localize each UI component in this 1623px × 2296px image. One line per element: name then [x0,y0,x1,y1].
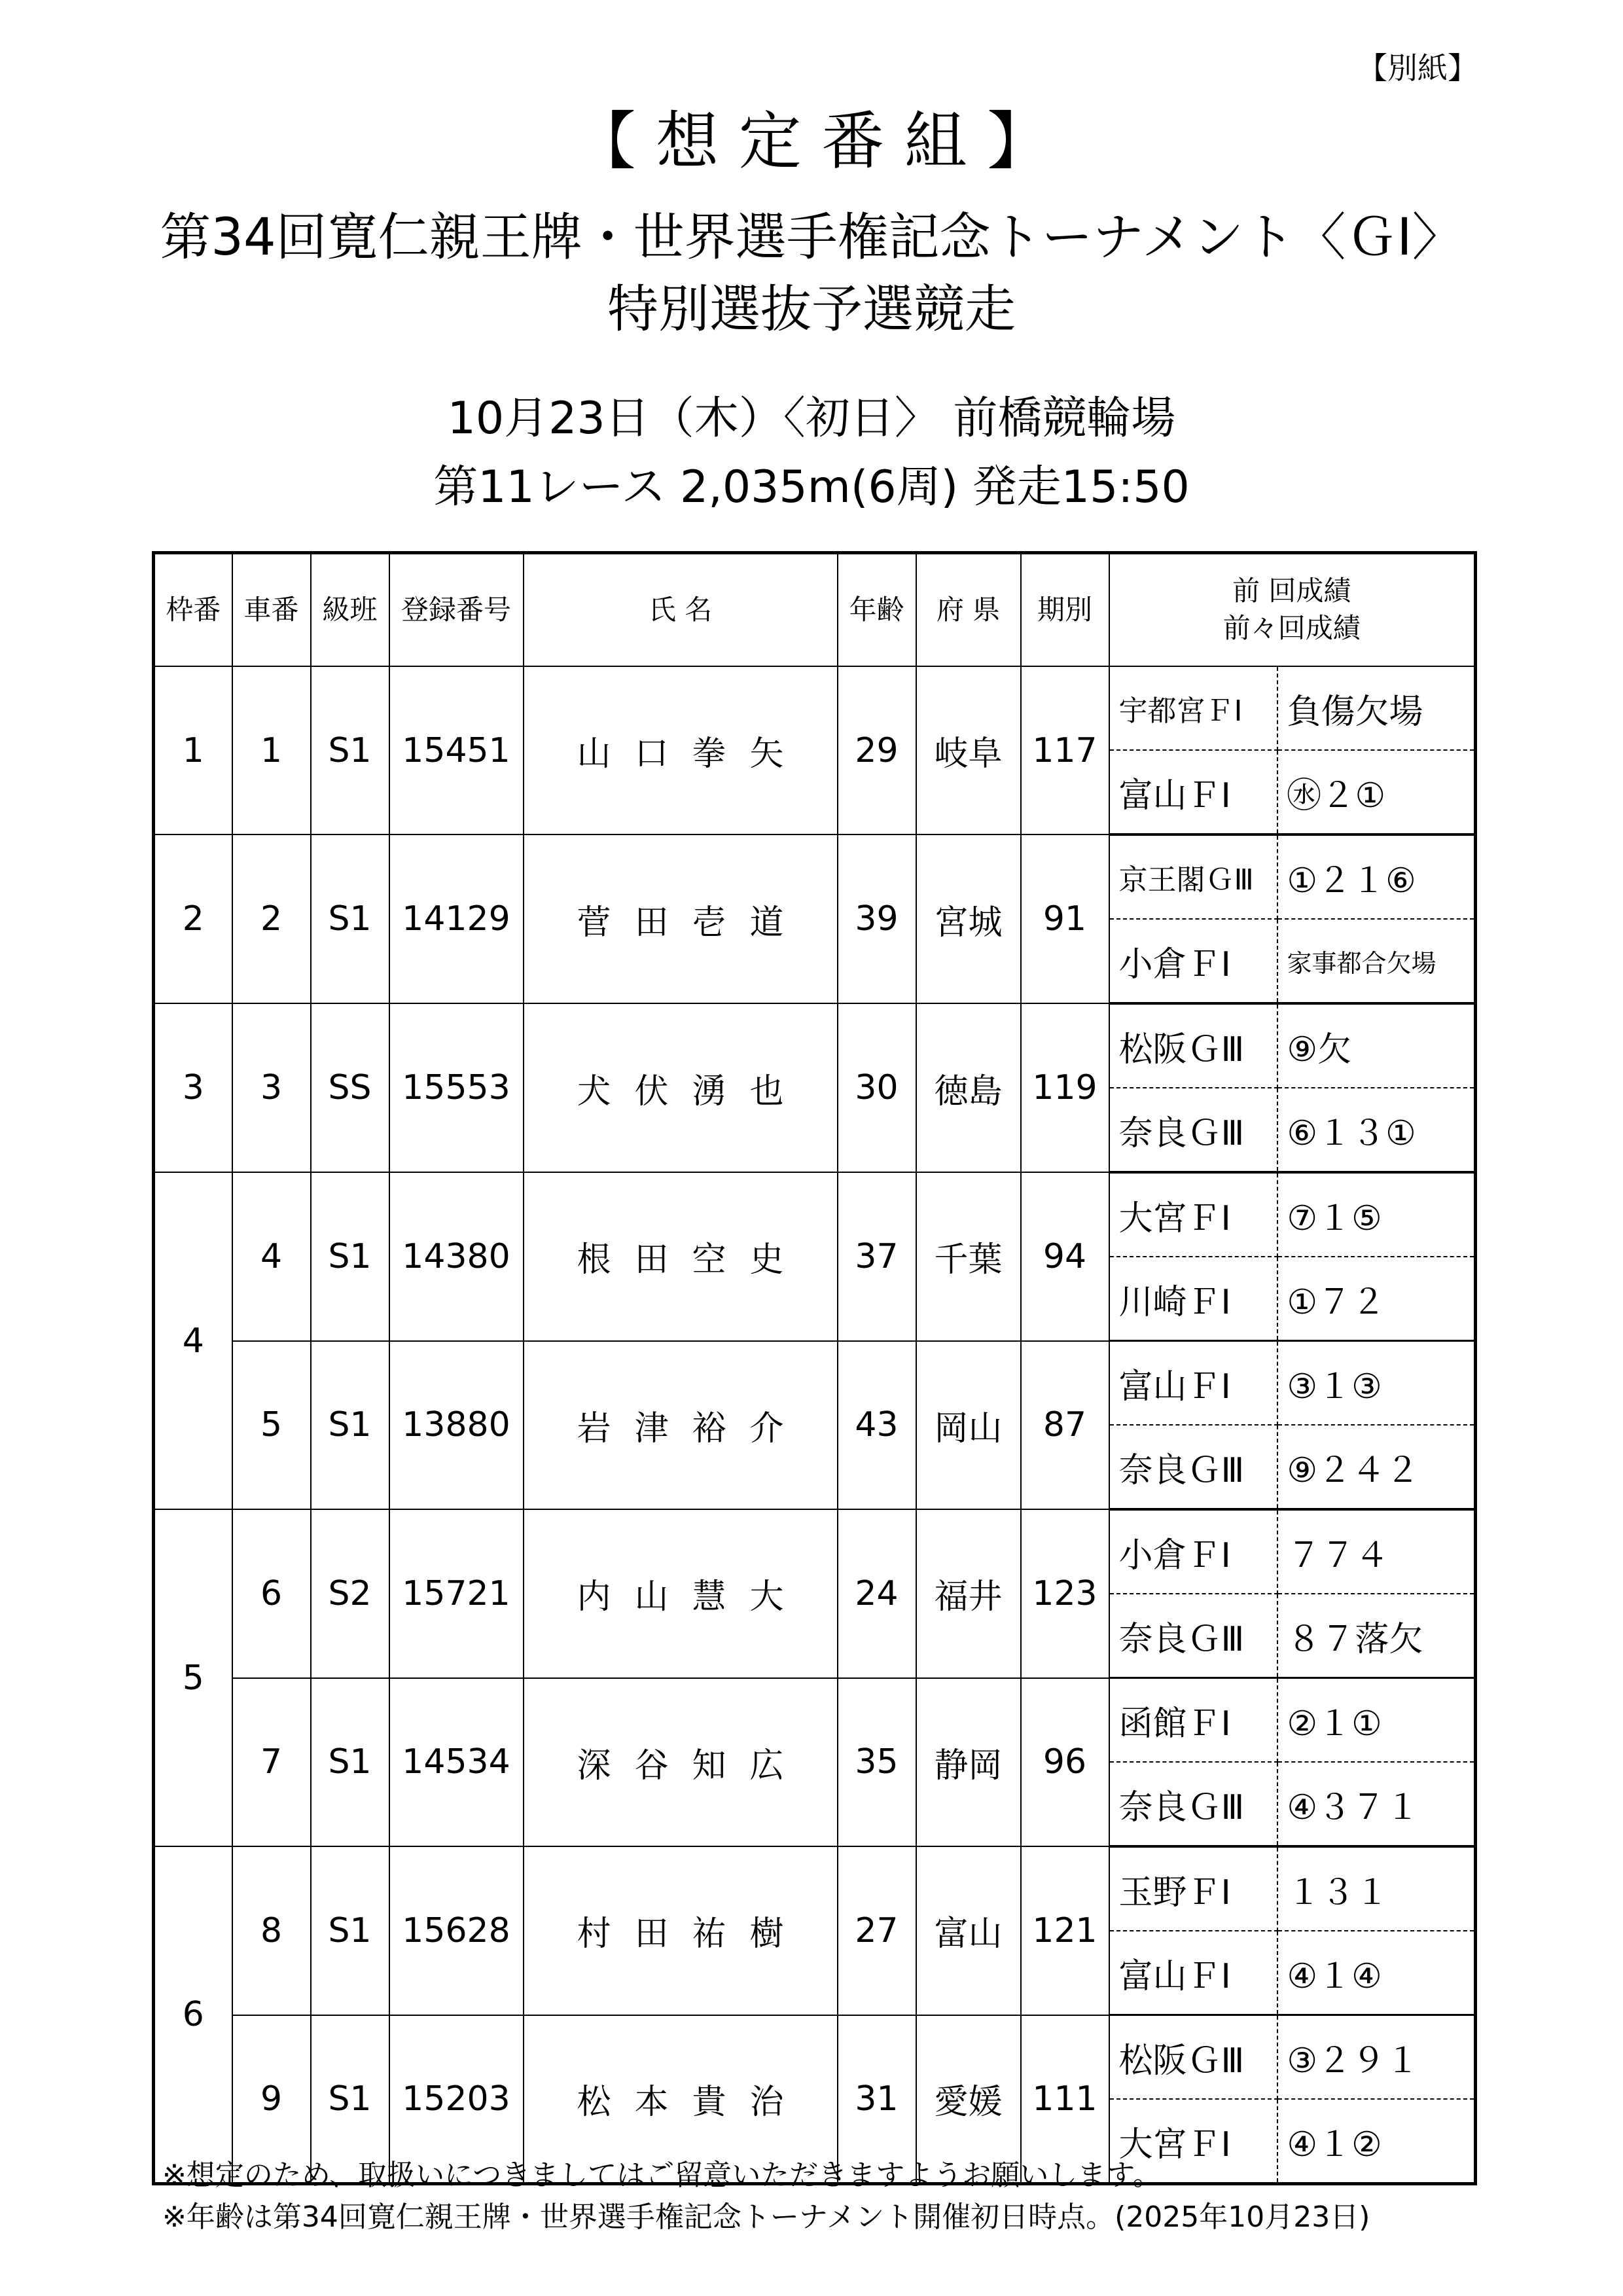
cell-class: S1 [311,666,389,834]
cell-frame: 6 [154,1846,232,2184]
race-info-line: 第11レース 2,035m(6周) 発走15:50 [433,461,1190,513]
cell-name: 松本貴治 [524,2015,838,2184]
cell-prev-venue: 松阪ＧⅢ [1109,1003,1277,1088]
cell-prev2-result: ㊌２① [1277,750,1476,834]
cell-frame: 4 [154,1172,232,1509]
footnote: ※年齢は第34回寛仁親王牌・世界選手権記念トーナメント開催初日時点。(2025年10月23日) [162,2200,1370,2234]
cell-prev-venue: 松阪ＧⅢ [1109,2015,1277,2100]
cell-prev2-venue: 奈良ＧⅢ [1109,1425,1277,1509]
cell-prev2-result: ④１② [1277,2099,1476,2184]
header-reg: 登録番号 [389,553,524,667]
cell-class: SS [311,1003,389,1172]
cell-prev2-result: ⑨２４２ [1277,1425,1476,1509]
cell-prev-result: １３１ [1277,1846,1476,1931]
cell-car: 1 [232,666,311,834]
cell-car: 4 [232,1172,311,1341]
annex-label: 【別紙】 [1357,50,1478,86]
cell-prev2-venue: 富山ＦⅠ [1109,750,1277,834]
cell-reg: 14534 [389,1678,524,1847]
cell-prev2-venue: 奈良ＧⅢ [1109,1762,1277,1846]
cell-age: 37 [838,1172,916,1341]
cell-term: 96 [1021,1678,1109,1847]
header-perf-prev2: 前々回成績 [1222,612,1361,644]
cell-car: 9 [232,2015,311,2184]
entry-table-body [154,666,1476,2184]
cell-prev2-venue: 小倉ＦⅠ [1109,919,1277,1003]
cell-prev-venue: 函館ＦⅠ [1109,1678,1277,1763]
cell-prev-result: ⑨欠 [1277,1003,1476,1088]
footnote: ※想定のため、取扱いにつきましてはご留意いただきますようお願いします。 [162,2159,1162,2192]
cell-class: S1 [311,1846,389,2015]
table-row [154,2015,1476,2100]
footnotes [162,2155,1370,2238]
cell-prev-venue: 宇都宮ＦⅠ [1109,666,1277,750]
cell-age: 30 [838,1003,916,1172]
cell-prev-venue: 玉野ＦⅠ [1109,1846,1277,1931]
cell-reg: 15553 [389,1003,524,1172]
cell-reg: 15451 [389,666,524,834]
cell-pref: 富山 [916,1846,1021,2015]
cell-frame: 3 [154,1003,232,1172]
cell-age: 35 [838,1678,916,1847]
cell-term: 87 [1021,1341,1109,1510]
table-row [154,1003,1476,1088]
cell-term: 121 [1021,1846,1109,2015]
cell-prev-result: ７７４ [1277,1509,1476,1594]
cell-term: 111 [1021,2015,1109,2184]
cell-prev2-venue: 大宮ＦⅠ [1109,2099,1277,2184]
cell-prev-result: ①２１⑥ [1277,834,1476,919]
cell-prev2-result: ④３７１ [1277,1762,1476,1846]
cell-prev2-venue: 奈良ＧⅢ [1109,1594,1277,1678]
table-row [154,834,1476,919]
cell-prev2-result: ①７２ [1277,1257,1476,1341]
cell-pref: 静岡 [916,1678,1021,1847]
cell-term: 123 [1021,1509,1109,1678]
cell-age: 39 [838,834,916,1003]
header-performance [1109,553,1476,667]
cell-age: 24 [838,1509,916,1678]
cell-pref: 岐阜 [916,666,1021,834]
cell-age: 29 [838,666,916,834]
cell-class: S1 [311,834,389,1003]
cell-prev2-result: ８７落欠 [1277,1594,1476,1678]
cell-car: 8 [232,1846,311,2015]
cell-age: 43 [838,1341,916,1510]
cell-reg: 15628 [389,1846,524,2015]
cell-name: 菅田壱道 [524,834,838,1003]
header-term: 期別 [1021,553,1109,667]
cell-pref: 愛媛 [916,2015,1021,2184]
cell-term: 117 [1021,666,1109,834]
cell-name: 村田祐樹 [524,1846,838,2015]
cell-name: 岩津裕介 [524,1341,838,1510]
cell-reg: 14380 [389,1172,524,1341]
header-name: 氏 名 [524,553,838,667]
cell-prev-result: ⑦１⑤ [1277,1172,1476,1257]
page-title: 【 想 定 番 組 】 [573,105,1050,178]
cell-prev2-result: 家事都合欠場 [1277,919,1476,1003]
cell-age: 27 [838,1846,916,2015]
cell-prev-venue: 大宮ＦⅠ [1109,1172,1277,1257]
cell-prev-result: ③１③ [1277,1341,1476,1426]
cell-reg: 13880 [389,1341,524,1510]
header-age: 年齢 [838,553,916,667]
cell-frame: 1 [154,666,232,834]
cell-car: 2 [232,834,311,1003]
cell-name: 山口拳矢 [524,666,838,834]
cell-pref: 福井 [916,1509,1021,1678]
table-header-row [154,553,1476,667]
cell-prev-result: ③２９１ [1277,2015,1476,2100]
cell-pref: 宮城 [916,834,1021,1003]
cell-reg: 15203 [389,2015,524,2184]
cell-car: 7 [232,1678,311,1847]
entry-table-wrapper [152,551,1474,2185]
cell-class: S1 [311,1172,389,1341]
table-row [154,1509,1476,1594]
table-row [154,1678,1476,1763]
cell-class: S2 [311,1509,389,1678]
table-row [154,666,1476,750]
header-class: 級班 [311,553,389,667]
cell-class: S1 [311,1678,389,1847]
cell-pref: 徳島 [916,1003,1021,1172]
cell-reg: 14129 [389,834,524,1003]
cell-prev-venue: 京王閣ＧⅢ [1109,834,1277,919]
cell-class: S1 [311,2015,389,2184]
header-pref: 府 県 [916,553,1021,667]
cell-car: 3 [232,1003,311,1172]
header-car: 車番 [232,553,311,667]
cell-car: 6 [232,1509,311,1678]
cell-pref: 千葉 [916,1172,1021,1341]
cell-frame: 5 [154,1509,232,1846]
cell-prev2-result: ⑥１３① [1277,1088,1476,1172]
cell-name: 深谷知広 [524,1678,838,1847]
entry-table [152,551,1477,2185]
cell-prev-result: 負傷欠場 [1277,666,1476,750]
cell-age: 31 [838,2015,916,2184]
header-frame: 枠番 [154,553,232,667]
table-row [154,1172,1476,1257]
cell-prev2-venue: 川崎ＦⅠ [1109,1257,1277,1341]
cell-pref: 岡山 [916,1341,1021,1510]
cell-name: 内山慧大 [524,1509,838,1678]
cell-name: 根田空史 [524,1172,838,1341]
table-row [154,1341,1476,1426]
cell-prev2-venue: 富山ＦⅠ [1109,1931,1277,2015]
cell-prev2-result: ④１④ [1277,1931,1476,2015]
cell-reg: 15721 [389,1509,524,1678]
cell-term: 91 [1021,834,1109,1003]
cell-prev-result: ②１① [1277,1678,1476,1763]
cell-prev-venue: 富山ＦⅠ [1109,1341,1277,1426]
event-name: 第34回寛仁親王牌・世界選手権記念トーナメント〈ＧⅠ〉 [160,208,1463,267]
date-venue-line: 10月23日（木）〈初日〉 前橋競輪場 [447,393,1176,444]
cell-term: 94 [1021,1172,1109,1341]
cell-term: 119 [1021,1003,1109,1172]
table-row [154,1846,1476,1931]
cell-frame: 2 [154,834,232,1003]
cell-prev2-venue: 奈良ＧⅢ [1109,1088,1277,1172]
header-perf-prev: 前 回成績 [1232,575,1351,607]
race-subtitle: 特別選抜予選競走 [607,280,1016,339]
cell-prev-venue: 小倉ＦⅠ [1109,1509,1277,1594]
cell-class: S1 [311,1341,389,1510]
cell-car: 5 [232,1341,311,1510]
cell-name: 犬伏湧也 [524,1003,838,1172]
